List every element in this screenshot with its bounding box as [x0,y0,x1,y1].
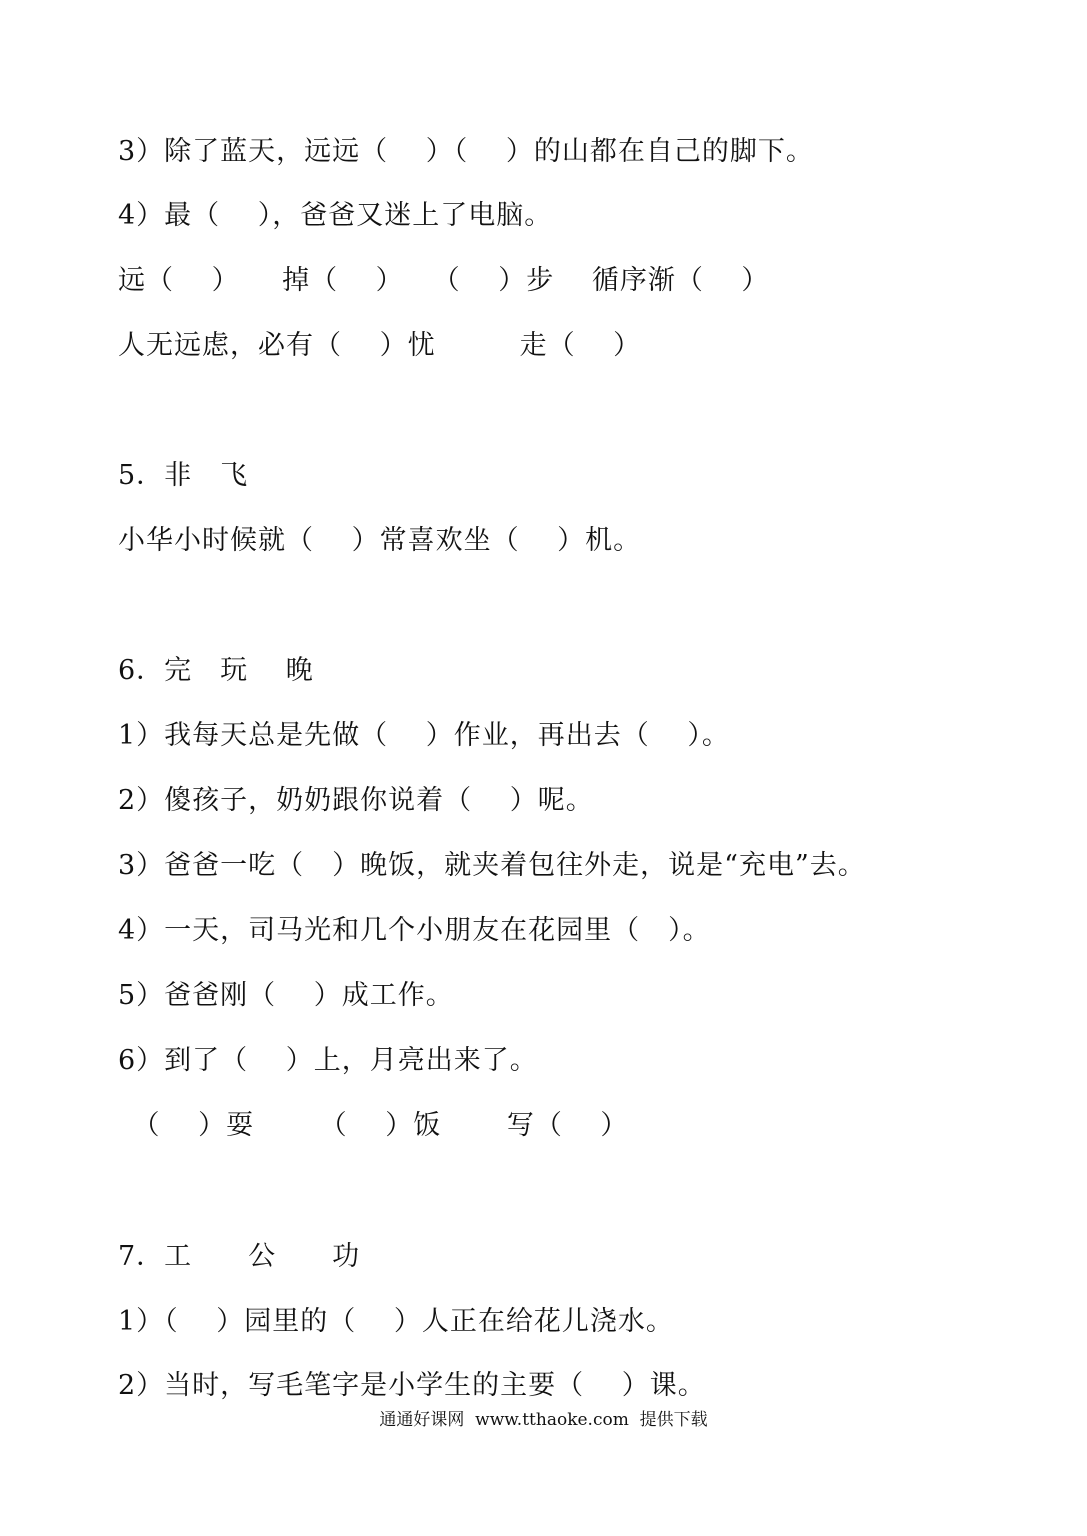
q5-sentence: 小华小时候就（ ）常喜欢坐（ ）机。 [118,525,642,556]
q7-item-2: 2）当时，写毛笔字是小学生的主要（ ）课。 [118,1370,706,1401]
q4-word-row-1: 远（ ） 掉（ ） （ ）步 循序渐（ ） [118,265,770,296]
q6-item-1: 1）我每天总是先做（ ）作业，再出去（ ）。 [118,720,730,751]
q7-heading: 7．工 公 功 [118,1241,361,1272]
q6-word-row: （ ）耍 （ ）饭 写（ ） [118,1110,629,1141]
q7-item-1: 1）（ ）园里的（ ）人正在给花儿浇水。 [118,1306,674,1337]
q6-item-4: 4）一天，司马光和几个小朋友在花园里（ ）。 [118,915,711,946]
page-footer: 通通好课网 www.tthaoke.com 提供下载 [379,1410,708,1430]
q4-word-row-2: 人无远虑，必有（ ）忧 走（ ） [118,330,642,361]
q5-heading: 5．非 飞 [118,460,249,491]
q6-heading: 6．完 玩 晚 [118,655,314,686]
q6-item-5: 5）爸爸刚（ ）成工作。 [118,980,454,1011]
q4-item-3: 3）除了蓝天，远远（ ）（ ）的山都在自己的脚下。 [118,136,814,167]
q4-item-4: 4）最（ ），爸爸又迷上了电脑。 [118,200,553,231]
q6-item-6: 6）到了（ ）上，月亮出来了。 [118,1045,538,1076]
q6-item-3: 3）爸爸一吃（ ）晚饭，就夹着包往外走，说是“充电”去。 [118,850,866,881]
q6-item-2: 2）傻孩子，奶奶跟你说着（ ）呢。 [118,785,594,816]
